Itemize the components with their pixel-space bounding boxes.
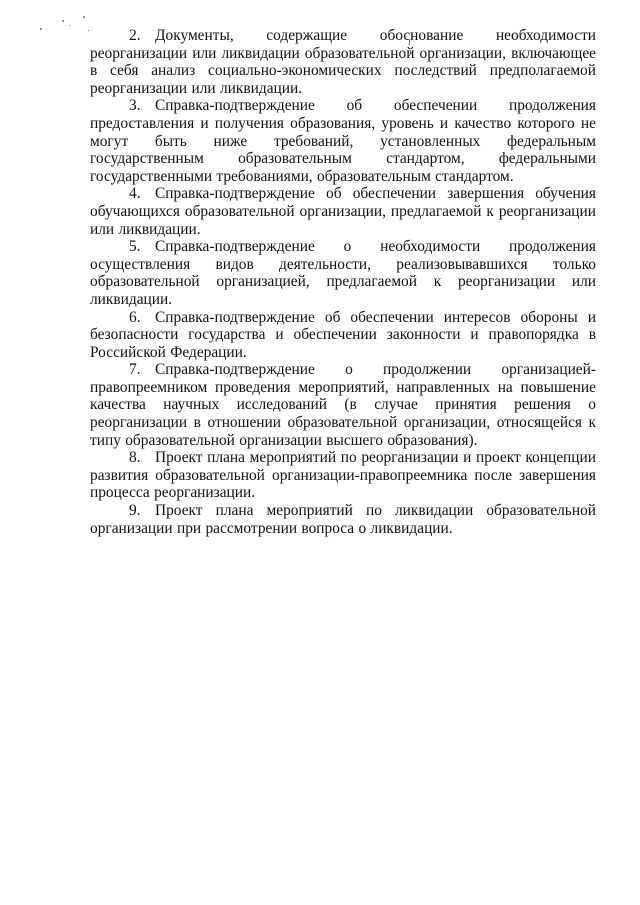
list-item <box>90 238 596 308</box>
list-item <box>90 309 596 362</box>
item-number: 3. <box>129 97 141 115</box>
item-text: Проект плана мероприятий по ликвидации образовательной организации при рассмотрении вопроса о ликвидации. <box>90 502 596 537</box>
list-item <box>90 502 596 537</box>
item-text: Справка-подтверждение об обеспечении интересов обороны и безопасности государства и обеспечении законности и правопорядка в Российской Федерации. <box>90 308 596 361</box>
item-text: Справка-подтверждение об обеспечении продолжения предоставления и получения образования, уровень и качество которого не могут быть ниже требований, установленных федеральным государственным образовательным стандартом, федеральными государственными требованиями, образовательным стандартом. <box>90 97 596 185</box>
list-item <box>90 185 596 238</box>
list-item <box>90 361 596 449</box>
list-item <box>90 97 596 185</box>
item-text: Справка-подтверждение об обеспечении завершения обучения обучающихся образовательной организации, предлагаемой к реорганизации или ликвидации. <box>90 185 596 238</box>
item-number: 5. <box>129 238 141 256</box>
scan-speck <box>62 20 64 22</box>
item-text: Справка-подтверждение о необходимости продолжения осуществления видов деятельности, реализовывавшихся только образовательной организацией, предлагаемой к реорганизации или ликвидации. <box>90 238 596 308</box>
item-text: Документы, содержащие обоснование необходимости реорганизации или ликвидации образовательной организации, включающее в себя анализ социально-экономических последствий предполагаемой реорганизации или ликвидации. <box>90 27 596 97</box>
item-text: Справка-подтверждение о продолжении организацией-правопреемником проведения мероприятий, направленных на повышение качества научных исследований (в случае принятия решения о реорганизации в отношении образовательной организации, относящейся к типу образовательной организации высшего образования). <box>90 361 596 449</box>
item-number: 8. <box>129 449 141 467</box>
scan-speck <box>88 30 89 31</box>
scan-speck <box>69 25 70 26</box>
list-item <box>90 449 596 502</box>
item-number: 9. <box>129 502 141 520</box>
item-number: 7. <box>129 361 141 379</box>
item-number: 4. <box>129 185 141 203</box>
list-item <box>90 27 596 97</box>
item-number: 6. <box>129 308 141 326</box>
scan-speck <box>40 28 42 30</box>
item-text: Проект плана мероприятий по реорганизации и проект концепции развития образовательной организации-правопреемника после завершения процесса реорганизации. <box>90 449 596 502</box>
item-number: 2. <box>129 27 141 44</box>
requirements-list <box>90 27 596 537</box>
scan-speck <box>83 16 85 18</box>
